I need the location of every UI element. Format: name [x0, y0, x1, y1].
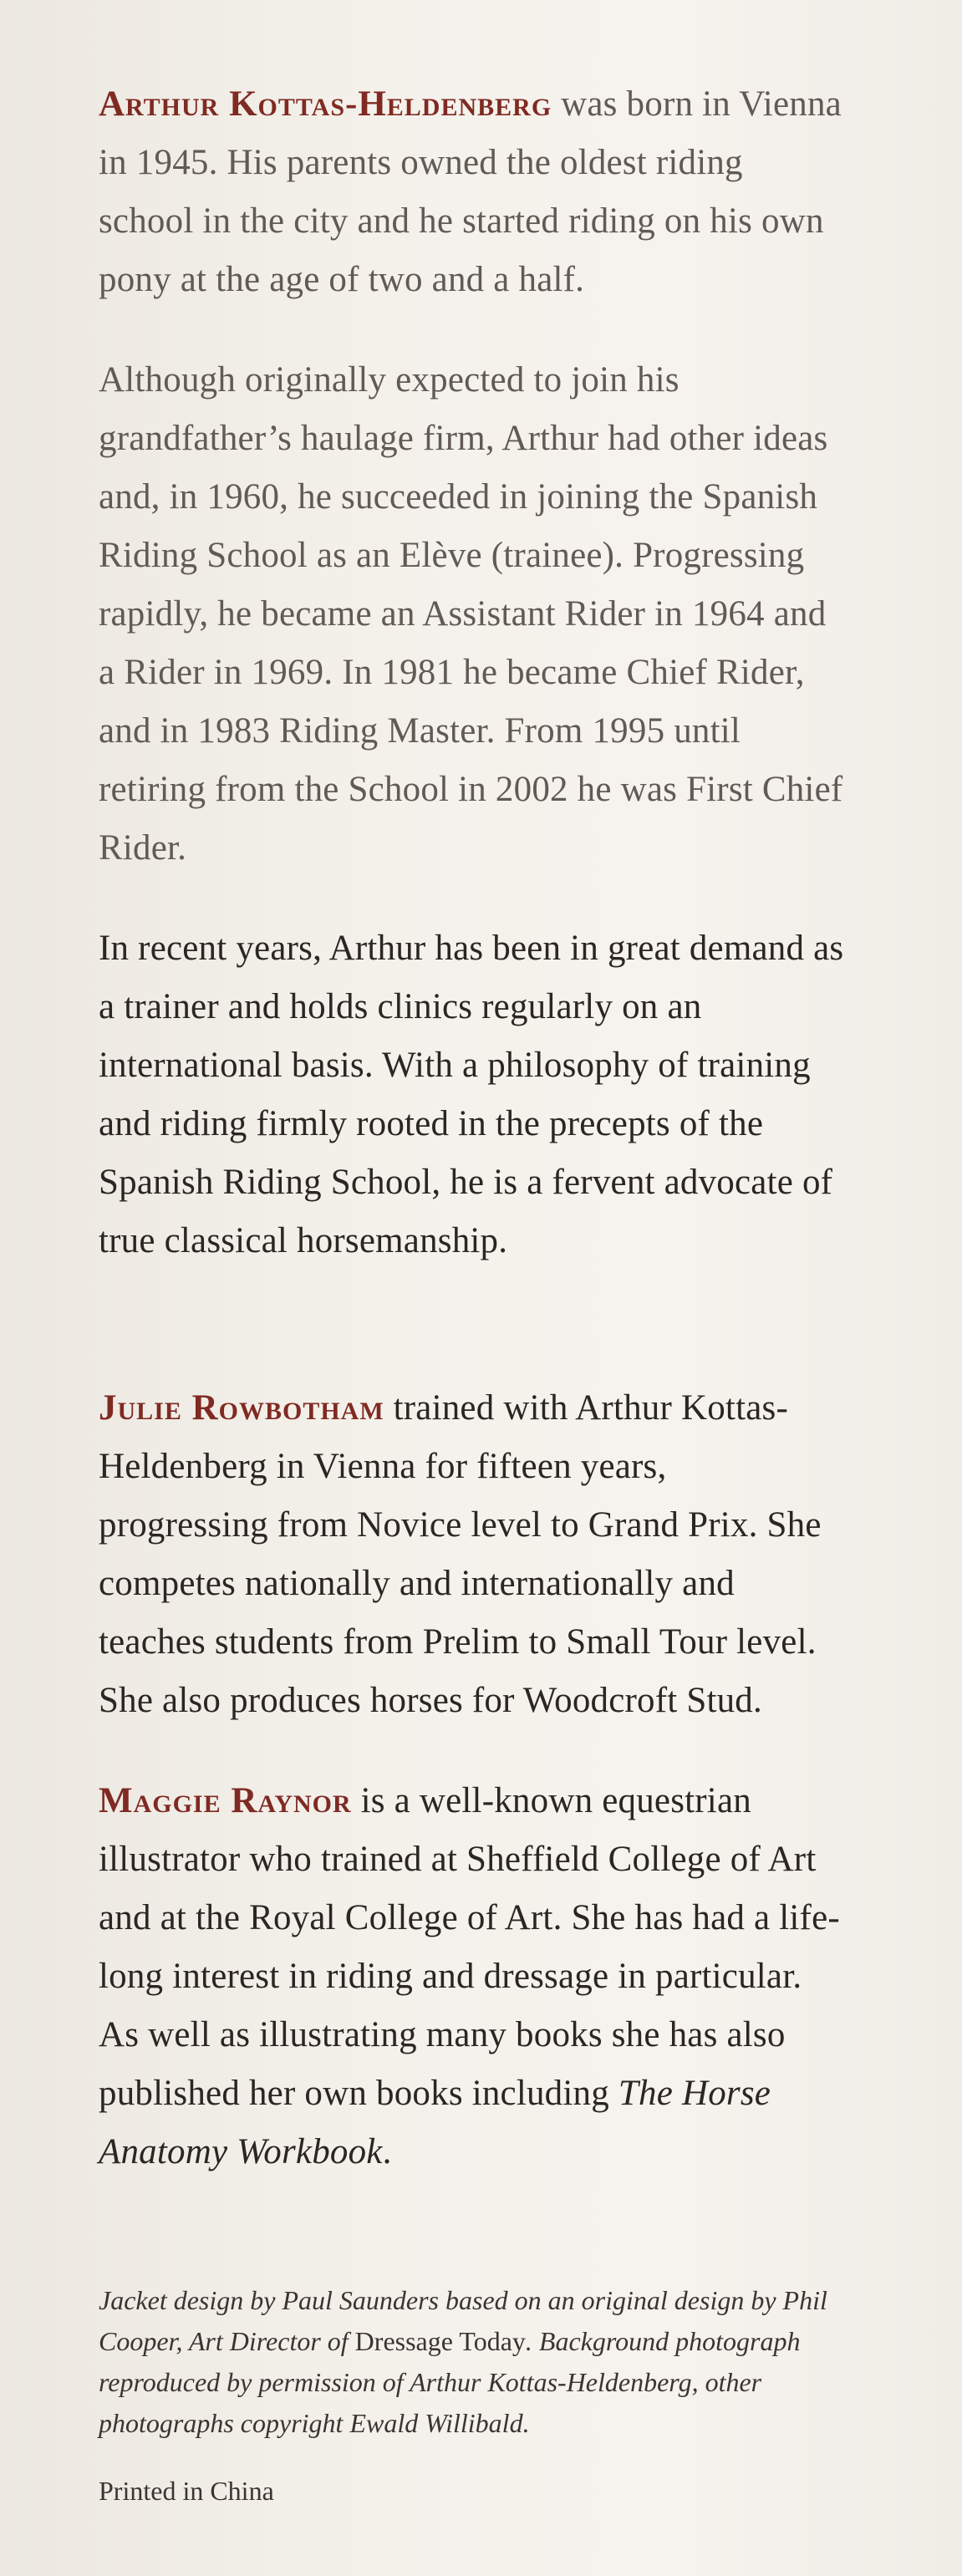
illustrator-name: Maggie Raynor [99, 1781, 352, 1820]
author2-bio [99, 1379, 845, 1730]
credits-part2: . Background photograph reproduced by permission of Arthur Kottas-Heldenberg, other photographs copyright Ewald Willibald. [99, 2326, 801, 2438]
credits-part1: Jacket design by Paul Saunders based on an original design by Phil Cooper, Art Director of [99, 2285, 827, 2356]
jacket-credits [99, 2280, 845, 2444]
book-title: The Horse Anatomy Workbook [99, 2074, 771, 2171]
illustrator-end: . [382, 2132, 392, 2171]
author1-bio-p3 [99, 919, 845, 1270]
author1-p2-text: Although originally expected to join his grandfather’s haulage firm, Arthur had other ideas and, in 1960, he succeeded in joining the Spanish Riding School as an Elève (trainee). Progressing rapidly, he became an Assistant Rider in 1964 and a Rider in 1969. In 1981 he became Chief Rider, and in 1983 Riding Master. From 1995 until retiring from the School in 2002 he was First Chief Rider. [99, 360, 843, 868]
author1-bio-p2 [99, 351, 845, 878]
illustrator-text: is a well-known equestrian illustrator who trained at Sheffield College of Art and at the Royal College of Art. She has had a life-long interest in riding and dressage in particular. As well as illustrating many books she has also published her own books including [99, 1781, 840, 2113]
credits-magazine: Dressage Today [354, 2326, 526, 2356]
illustrator-bio [99, 1772, 845, 2181]
author1-bio-p1 [99, 75, 845, 309]
author2-name: Julie Rowbotham [99, 1388, 384, 1428]
author1-p1-text: was born in Vienna in 1945. His parents owned the oldest riding school in the city and he started riding on his own pony at the age of two and a half. [99, 84, 842, 299]
author2-text: trained with Arthur Kottas-Heldenberg in Vienna for fifteen years, progressing from Novice level to Grand Prix. She competes nationally and internationally and teaches students from Prelim to Small Tour level. She also produces horses for Woodcroft Stud. [99, 1388, 822, 1720]
printed-in: Printed in China [99, 2476, 274, 2506]
author1-name: Arthur Kottas-Heldenberg [99, 84, 552, 124]
author1-p3-text: In recent years, Arthur has been in great demand as a trainer and holds clinics regularly on an international basis. With a philosophy of training and riding firmly rooted in the precepts of the Spanish Riding School, he is a fervent advocate of true classical horsemanship. [99, 929, 844, 1260]
